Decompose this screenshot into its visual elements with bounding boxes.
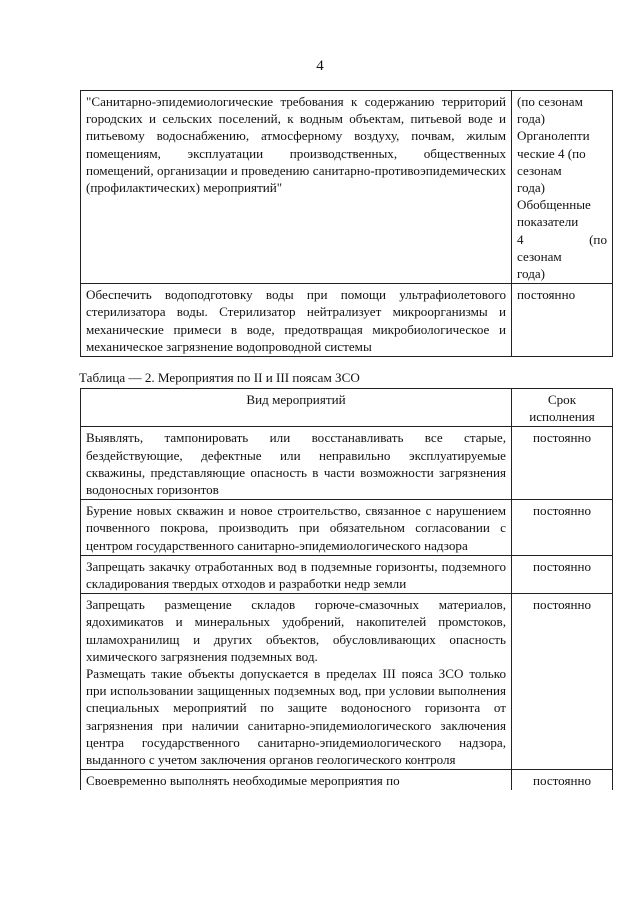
measure-paragraph: Размещать такие объекты допускается в пределах III пояса ЗСО только при использовании защищенных подземных вод, при условии выполнения специальных мероприятий по защите водоносного горизонта от загрязнения при наличии санитарно-эпидемиологического заключения центра государственного санитарно-эпидемиологического надзора, выданного с учетом заключения органов геологического контроля (86, 666, 506, 768)
measure-cell: Бурение новых скважин и новое строительство, связанное с нарушением почвенного покрова, производить при обязательном согласовании с центром государственного санитарно-эпидемиологического надзора (81, 500, 512, 556)
term-cell: постоянно (512, 427, 613, 500)
term-cell: (по сезонам года) Органолепти ческие 4 (по сезонам года) Обобщенные показатели 4 (по сезонам года) (512, 91, 613, 284)
measure-cell: Своевременно выполнять необходимые мероприятия по (81, 770, 512, 791)
table-row (81, 770, 613, 791)
term-cell: постоянно (512, 500, 613, 556)
measures-table-continued (80, 90, 613, 357)
table-caption: Таблица — 2. Мероприятия по II и III поясам ЗСО (79, 370, 360, 385)
measure-cell: "Санитарно-эпидемиологические требования к содержанию территорий городских и сельских поселений, к водным объектам, питьевой воде и питьевому водоснабжению, атмосферному воздуху, почвам, жилым помещениям, эксплуатации производственных, общественных помещений, организации и проведению санитарно-противоэпидемических (профилактических) мероприятий" (81, 91, 512, 284)
table-row (81, 594, 613, 770)
measure-paragraph: Запрещать размещение складов горюче-смазочных материалов, ядохимикатов и минеральных удобрений, накопителей промстоков, шламохранилищ и других объектов, обусловливающих опасность химического загрязнения подземных вод. (86, 597, 506, 664)
measure-cell: Выявлять, тампонировать или восстанавливать все старые, бездействующие, дефектные или неправильно эксплуатируемые скважины, представляющие опасность в части возможности загрязнения водоносных горизонтов (81, 427, 512, 500)
header-term: Срок исполнения (512, 389, 613, 427)
measures-table-zones (80, 388, 613, 790)
table-row (81, 427, 613, 500)
table-row (81, 284, 613, 357)
term-cell: постоянно (512, 770, 613, 791)
table-header-row (81, 389, 613, 427)
measure-cell: Запрещать закачку отработанных вод в подземные горизонты, подземного складирования твердых отходов и разработки недр земли (81, 555, 512, 593)
page-number: 4 (316, 58, 324, 74)
header-measure: Вид мероприятий (81, 389, 512, 427)
table-row (81, 500, 613, 556)
term-cell: постоянно (512, 594, 613, 770)
table-row (81, 555, 613, 593)
term-cell: постоянно (512, 555, 613, 593)
measure-cell: Обеспечить водоподготовку воды при помощи ультрафиолетового стерилизатора воды. Стерилизатор нейтрализует микроорганизмы и механические примеси в воде, предотвращая микробиологическое и механическое загрязнение водопроводной системы (81, 284, 512, 357)
term-cell: постоянно (512, 284, 613, 357)
table-row (81, 91, 613, 284)
measure-cell (81, 594, 512, 770)
